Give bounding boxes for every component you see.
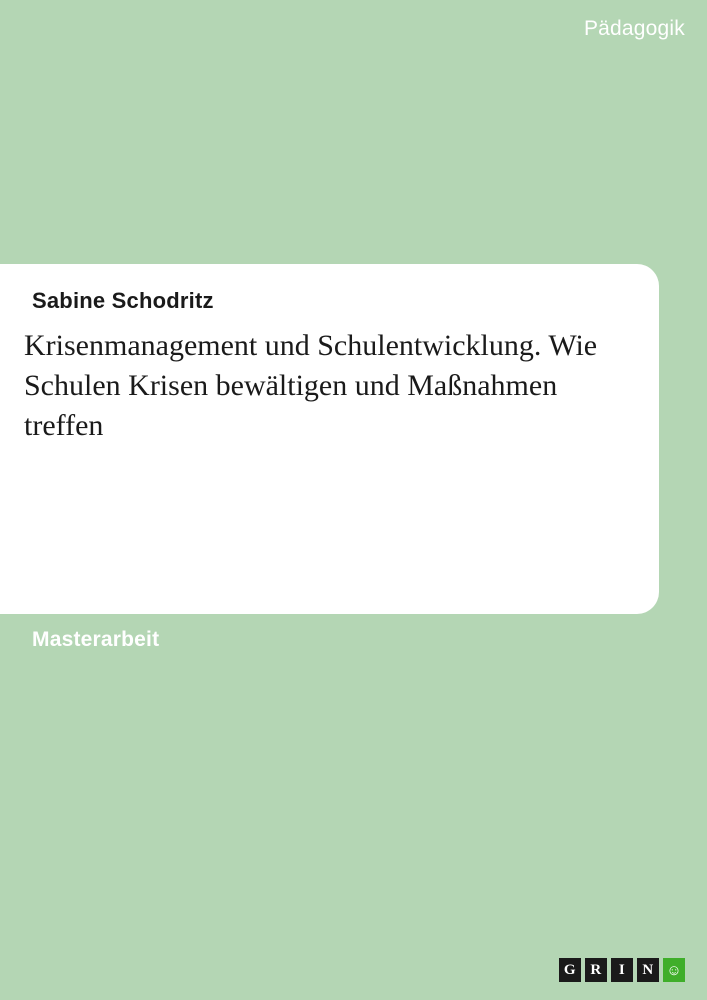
page-title: Krisenmanagement und Schulentwicklung. Wie Schulen Krisen bewältigen und Maßnahmen treffen: [24, 329, 598, 442]
category-label: Pädagogik: [583, 17, 685, 40]
title-panel: [0, 264, 659, 614]
logo-letter-r: R: [585, 958, 607, 982]
logo-letter-g: G: [559, 958, 581, 982]
author-name: Sabine Schodritz: [32, 288, 214, 313]
smiley-icon: ☺: [663, 958, 685, 982]
document-type-label: Masterarbeit: [32, 628, 160, 651]
logo-letter-n: N: [637, 958, 659, 982]
grin-logo: [559, 958, 685, 982]
logo-letter-i: I: [611, 958, 633, 982]
